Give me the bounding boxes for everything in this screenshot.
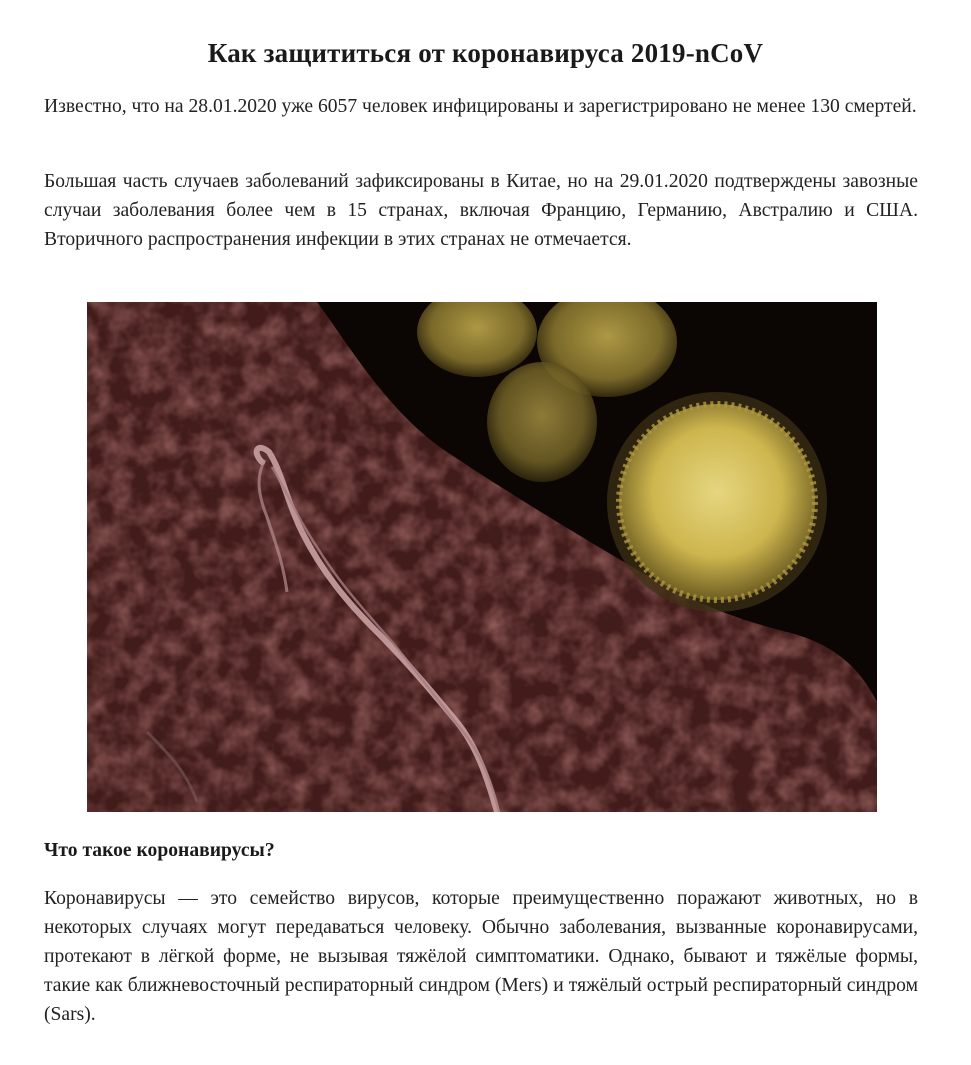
- micrograph-coronavirus-icon: [87, 302, 877, 812]
- section-heading: Что такое коронавирусы?: [44, 840, 275, 861]
- section-body: Коронавирусы — это семейство вирусов, которые преимущественно поражают животных, но в некоторых случаях могут передаваться человеку. Обычно заболевания, вызванные коронавирусами, протекают в лёгкой форме, не вызывая тяжёлой симптоматики. Однако, бывают и тяжёлые формы, такие как ближневосточный респираторный синдром (Mers) и тяжёлый острый респираторный синдром (Sars).: [44, 888, 918, 1025]
- intro-paragraph: Известно, что на 28.01.2020 уже 6057 человек инфицированы и зарегистрировано не менее 130 смертей.: [44, 96, 917, 117]
- document-title: Как защититься от коронавируса 2019-nCoV: [207, 38, 764, 68]
- spread-paragraph: Большая часть случаев заболеваний зафиксированы в Китае, но на 29.01.2020 подтверждены завозные случаи заболевания более чем в 15 странах, включая Францию, Германию, Австралию и США. Вторичного распространения инфекции в этих странах не отмечается.: [44, 171, 918, 250]
